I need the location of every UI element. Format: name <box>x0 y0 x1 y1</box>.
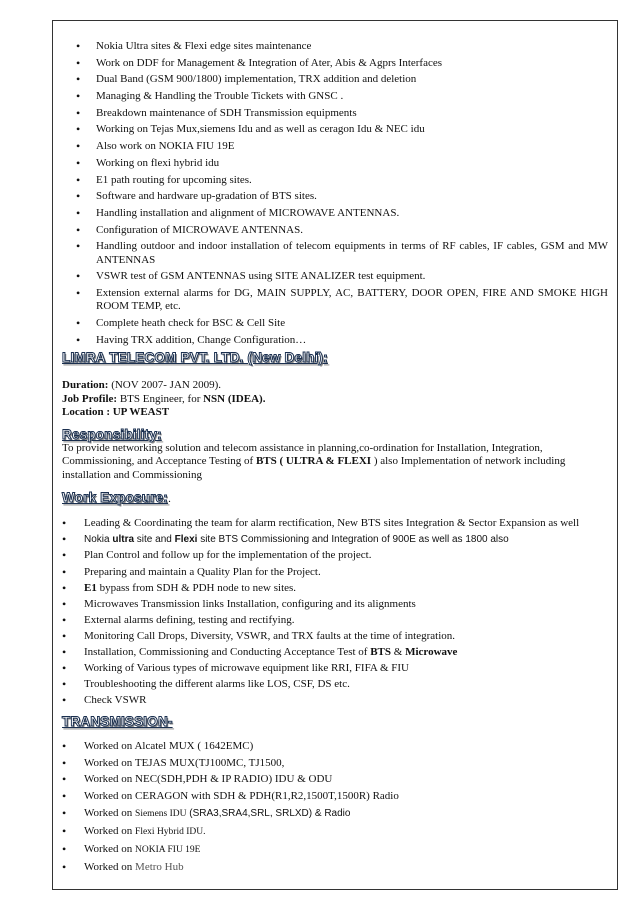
bullet-icon: • <box>62 772 67 787</box>
bullet-icon: • <box>76 39 81 53</box>
list-item-text: Also work on NOKIA FIU 19E <box>96 140 235 153</box>
bullet-icon: • <box>62 806 67 821</box>
list-item-text <box>84 646 457 658</box>
list-item-text: Handling outdoor and indoor installation of telecom equipments in terms of RF cables, IF cables, GSM and MW ANTENNAS <box>96 240 608 266</box>
text-sans: (SRA3,SRA4,SRL, SRLXD) & Radio <box>186 808 351 820</box>
bullet-icon: • <box>62 516 67 531</box>
list-item <box>62 334 608 347</box>
text-part: Worked on <box>84 860 136 873</box>
list-item <box>62 190 608 203</box>
list-item-text: Nokia Ultra sites & Flexi edge sites maintenance <box>96 40 312 52</box>
list-item-text: Software and hardware up-gradation of BTS sites. <box>96 190 317 203</box>
list-item <box>62 123 608 136</box>
duration-value: (NOV 2007- JAN 2009). <box>108 379 221 392</box>
list-item-text: Leading & Coordinating the team for alarm rectification, New BTS sites Integration & Sector Expansion as well <box>84 517 580 530</box>
text-part: Worked on <box>84 842 136 855</box>
bullet-icon: • <box>76 122 81 137</box>
list-item-text: Handling installation and alignment of MICROWAVE ANTENNAS. <box>96 206 400 219</box>
bullet-icon: • <box>62 564 67 579</box>
job-profile-client: NSN (IDEA). <box>203 392 266 405</box>
list-item-text: Managing & Handling the Trouble Tickets with GNSC . <box>96 90 344 103</box>
list-item-text <box>84 843 201 855</box>
list-item <box>62 73 608 86</box>
list-item-text: Worked on Alcatel MUX ( 1642EMC) <box>84 739 254 752</box>
text-part: site and <box>134 534 175 546</box>
list-item <box>62 773 608 786</box>
bullet-icon: • <box>76 89 81 104</box>
bullet-icon: • <box>62 548 67 563</box>
list-item-text: Extension external alarms for DG, MAIN SUPPLY, AC, BATTERY, DOOR OPEN, FIRE AND SMOKE HIGH ROOM TEMP, etc. <box>96 286 608 313</box>
bullet-icon: • <box>76 285 81 300</box>
resume-page <box>62 40 608 878</box>
top-skill-list <box>62 40 608 347</box>
list-item <box>62 140 608 153</box>
responsibility-text <box>62 442 608 483</box>
bullet-icon: • <box>76 332 81 347</box>
list-item <box>62 646 608 659</box>
text-bold: E1 <box>84 581 97 594</box>
list-item <box>62 270 608 283</box>
bullet-icon: • <box>62 645 67 660</box>
text-part: site BTS Commissioning and Integration of 900E as well as 1800 also <box>197 534 509 546</box>
list-item-text: Microwaves Transmission links Installation, configuring and its alignments <box>84 597 416 610</box>
bullet-icon: • <box>76 172 81 187</box>
list-item <box>62 517 608 530</box>
list-item <box>62 107 608 120</box>
list-item <box>62 533 608 546</box>
text-part: bypass from SDH & PDH node to new sites. <box>96 581 297 594</box>
list-item <box>62 614 608 627</box>
list-item-text <box>84 861 184 873</box>
list-item-text: Worked on CERAGON with SDH & PDH(R1,R2,1500T,1500R) Radio <box>84 790 399 803</box>
list-item <box>62 90 608 103</box>
list-item <box>62 825 608 839</box>
bullet-icon: • <box>76 239 81 254</box>
transmission-heading: TRANSMISSION- <box>62 713 173 729</box>
text-small: Flexi Hybrid IDU. <box>135 827 206 838</box>
list-item <box>62 757 608 770</box>
list-item-text: Complete heath check for BSC & Cell Site <box>96 316 286 329</box>
list-item <box>62 566 608 579</box>
work-exposure-heading: Work Exposure: <box>62 490 169 506</box>
list-item-text: Worked on NEC(SDH,PDH & IP RADIO) IDU & ODU <box>84 773 333 786</box>
list-item <box>62 662 608 675</box>
text-bold: ultra <box>112 534 135 546</box>
list-item-text: Configuration of MICROWAVE ANTENNAS. <box>96 223 303 236</box>
list-item <box>62 678 608 691</box>
list-item <box>62 740 608 753</box>
bullet-icon: • <box>62 841 67 856</box>
duration-line <box>62 379 608 393</box>
text-muted: Metro Hub <box>135 860 184 873</box>
bullet-icon: • <box>76 155 81 170</box>
list-item-text: Working of Various types of microwave equipment like RRI, FIFA & FIU <box>84 662 410 675</box>
location-line <box>62 406 608 420</box>
list-item-text <box>84 807 350 819</box>
bullet-icon: • <box>62 755 67 770</box>
list-item <box>62 157 608 170</box>
list-item-text: Work on DDF for Management & Integration of Ater, Abis & Agprs Interfaces <box>96 56 443 69</box>
bullet-icon: • <box>62 738 67 753</box>
responsibility-heading: Responsibility: <box>62 426 162 442</box>
work-exposure-heading-row <box>62 489 608 507</box>
list-item <box>62 694 608 707</box>
list-item <box>62 207 608 220</box>
duration-label: Duration: <box>62 379 109 392</box>
bullet-icon: • <box>62 859 67 874</box>
text-part: & <box>391 646 406 659</box>
company-heading: LIMRA TELECOM PVT. LTD. (New Delhi): <box>62 350 328 366</box>
work-exposure-heading-suffix: . <box>168 493 171 506</box>
location-label: Location <box>62 406 104 419</box>
list-item-text: E1 path routing for upcoming sites. <box>96 173 252 186</box>
list-item-text <box>84 534 509 545</box>
text-part: Worked on <box>84 807 136 820</box>
work-exposure-list <box>62 517 608 707</box>
list-item <box>62 861 608 874</box>
list-item-text: Breakdown maintenance of SDH Transmission equipments <box>96 106 357 119</box>
bullet-icon: • <box>62 612 67 627</box>
text-bold: Microwave <box>405 646 458 659</box>
bullet-icon: • <box>76 55 81 70</box>
list-item <box>62 807 608 821</box>
list-item-text: Working on flexi hybrid idu <box>96 156 220 169</box>
responsibility-text-part: ) also Implementation of network including installation and Commissioning <box>62 455 566 481</box>
list-item <box>62 240 608 267</box>
list-item-text: Preparing and maintain a Quality Plan for the Project. <box>84 565 321 578</box>
text-bold: BTS <box>370 646 392 659</box>
bullet-icon: • <box>62 580 67 595</box>
job-profile-label: Job Profile: <box>62 392 118 405</box>
list-item <box>62 57 608 70</box>
list-item-text <box>84 825 206 837</box>
location-value: : UP WEAST <box>103 406 170 419</box>
bullet-icon: • <box>62 693 67 708</box>
bullet-icon: • <box>62 789 67 804</box>
list-item <box>62 790 608 803</box>
list-item-text: External alarms defining, testing and rectifying. <box>84 613 295 626</box>
bullet-icon: • <box>76 222 81 237</box>
bullet-icon: • <box>62 661 67 676</box>
list-item-text: Dual Band (GSM 900/1800) implementation, TRX addition and deletion <box>96 73 417 86</box>
bullet-icon: • <box>76 72 81 87</box>
bullet-icon: • <box>62 628 67 643</box>
bullet-icon: • <box>76 269 81 284</box>
list-item <box>62 843 608 857</box>
bullet-icon: • <box>76 139 81 154</box>
text-part: Nokia <box>84 534 113 546</box>
list-item-text: VSWR test of GSM ANTENNAS using SITE ANALIZER test equipment. <box>96 270 426 283</box>
list-item-text: Check VSWR <box>84 694 147 707</box>
text-small: Siemens IDU <box>135 809 187 820</box>
list-item <box>62 287 608 314</box>
bullet-icon: • <box>62 532 67 547</box>
list-item-text: Having TRX addition, Change Configuration… <box>96 333 307 346</box>
list-item-text: Working on Tejas Mux,siemens Idu and as well as ceragon Idu & NEC idu <box>96 123 425 136</box>
responsibility-bts: BTS ( ULTRA & FLEXI <box>255 455 374 468</box>
bullet-icon: • <box>76 205 81 220</box>
list-item <box>62 630 608 643</box>
transmission-list <box>62 740 608 875</box>
text-part: Installation, Commissioning and Conducting Acceptance Test of <box>84 646 371 659</box>
list-item <box>62 317 608 330</box>
list-item <box>62 582 608 595</box>
bullet-icon: • <box>62 824 67 839</box>
list-item-text: Plan Control and follow up for the implementation of the project. <box>84 549 372 562</box>
list-item-text: Monitoring Call Drops, Diversity, VSWR, and TRX faults at the time of integration. <box>84 629 456 642</box>
list-item <box>62 549 608 562</box>
bullet-icon: • <box>62 677 67 692</box>
list-item-text: Troubleshooting the different alarms like LOS, CSF, DS etc. <box>84 678 350 691</box>
text-part: Worked on <box>84 825 136 838</box>
list-item <box>62 224 608 237</box>
list-item-text: Worked on TEJAS MUX(TJ100MC, TJ1500, <box>84 756 285 769</box>
bullet-icon: • <box>76 315 81 330</box>
list-item <box>62 174 608 187</box>
job-profile-value: BTS Engineer, for <box>117 392 204 405</box>
text-bold: Flexi <box>174 534 198 546</box>
text-small: NOKIA FIU 19E <box>135 844 201 855</box>
responsibility-text-part: To provide networking solution and telecom assistance in planning,co-ordination for Installation, Integration, Commissioning, and Acceptance Testing of <box>62 441 543 468</box>
list-item <box>62 598 608 611</box>
bullet-icon: • <box>76 189 81 204</box>
list-item <box>62 40 608 53</box>
bullet-icon: • <box>62 596 67 611</box>
bullet-icon: • <box>76 105 81 120</box>
list-item-text <box>84 582 296 594</box>
job-profile-line <box>62 393 608 407</box>
